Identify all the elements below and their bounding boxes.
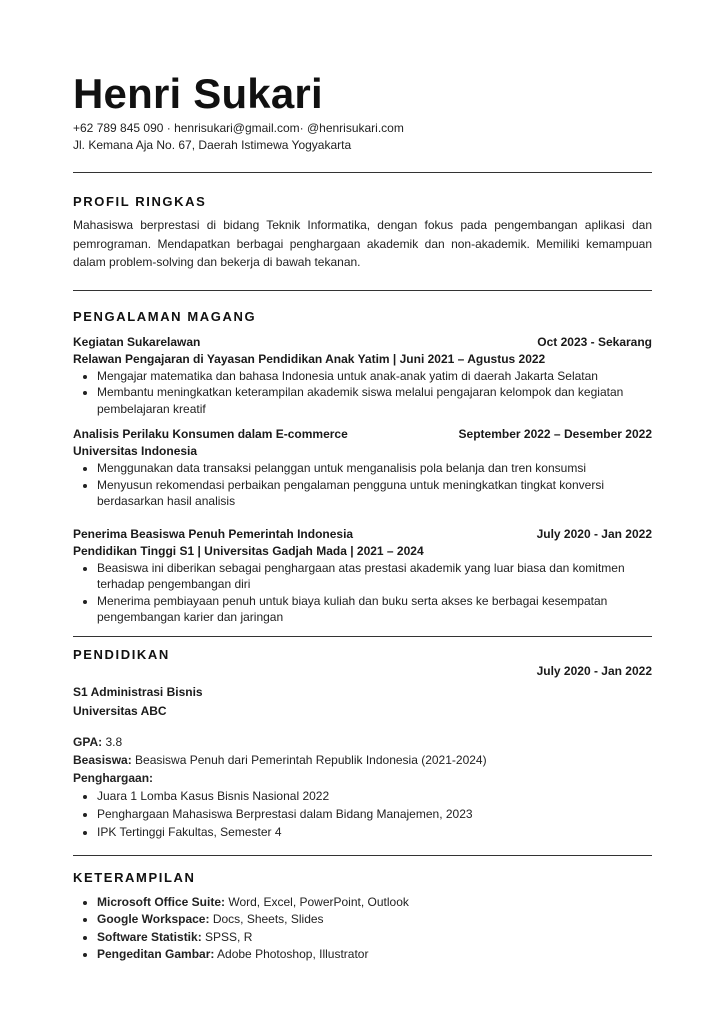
- list-item: • IPK Tertinggi Fakultas, Semester 4: [97, 823, 652, 841]
- entry-header: [73, 426, 652, 443]
- contact-line: +62 789 845 090 · henrisukari@gmail.com· @henrisukari.com: [73, 121, 404, 135]
- divider: [73, 290, 652, 291]
- skill-item: [97, 911, 652, 929]
- beasiswa-line: [73, 751, 652, 769]
- entry-bullets: [73, 560, 652, 626]
- address-line: Jl. Kemana Aja No. 67, Daerah Istimewa Yogyakarta: [73, 138, 352, 152]
- entry-role: Analisis Perilaku Konsumen dalam E-commerce: [73, 427, 348, 441]
- entry-date: Oct 2023 - Sekarang: [537, 334, 652, 349]
- section-title-pendidikan: PENDIDIKAN: [73, 646, 170, 662]
- list-item: • Menggunakan data transaksi pelanggan untuk menganalisis pola belanja dan tren konsumsi: [97, 460, 652, 477]
- gpa-line: [73, 733, 652, 751]
- penghargaan-label: Penghargaan:: [73, 770, 154, 785]
- skill-value: Docs, Sheets, Slides: [209, 912, 324, 926]
- divider: [73, 855, 652, 856]
- entry-bullets: [73, 368, 652, 418]
- entry-date: September 2022 – Desember 2022: [458, 427, 652, 441]
- experience-entry: [73, 426, 652, 510]
- gpa-value: 3.8: [102, 734, 123, 749]
- experience-entry: [73, 334, 652, 418]
- entry-org: Pendidikan Tinggi S1 | Universitas Gadjah Mada | 2021 – 2024: [73, 543, 424, 558]
- entry-bullets: [73, 460, 652, 510]
- skill-label: Software Statistik:: [97, 929, 202, 944]
- list-item: • Penghargaan Mahasiswa Berprestasi dalam Bidang Manajemen, 2023: [97, 805, 652, 823]
- entry-org: Universitas Indonesia: [73, 444, 198, 458]
- skill-item: [97, 894, 652, 912]
- magang-section: [73, 309, 652, 626]
- skills-list: [73, 894, 652, 964]
- entry-header: [73, 526, 652, 543]
- skill-label: Microsoft Office Suite:: [97, 894, 226, 909]
- section-title-profil: PROFIL RINGKAS: [73, 194, 207, 209]
- section-title-magang: PENGALAMAN MAGANG: [73, 308, 257, 324]
- entry-org: Relawan Pengajaran di Yayasan Pendidikan Anak Yatim | Juni 2021 – Agustus 2022: [73, 351, 546, 366]
- profil-section: [73, 194, 652, 272]
- skill-item: [97, 946, 652, 964]
- resume-name: Henri Sukari: [73, 70, 323, 117]
- divider: [73, 172, 652, 173]
- education-school: Universitas ABC: [73, 703, 167, 718]
- list-item: • Beasiswa ini diberikan sebagai penghargaan atas prestasi akademik yang luar biasa dan komitmen terhadap pengembangan diri: [97, 560, 652, 593]
- skill-item: [97, 929, 652, 947]
- beasiswa-label: Beasiswa:: [73, 752, 132, 767]
- section-title-keterampilan: KETERAMPILAN: [73, 869, 196, 885]
- entry-role: Kegiatan Sukarelawan: [73, 334, 201, 349]
- contact-block: [73, 120, 652, 154]
- education-degree: S1 Administrasi Bisnis: [73, 684, 203, 699]
- list-item: • Mengajar matematika dan bahasa Indonesia untuk anak-anak yatim di daerah Jakarta Selatan: [97, 368, 652, 385]
- education-date-row: [73, 663, 652, 680]
- experience-entry: [73, 526, 652, 626]
- divider: [73, 636, 652, 637]
- gpa-label: GPA:: [73, 734, 103, 749]
- list-item: • Menerima pembiayaan penuh untuk biaya kuliah dan buku serta akses ke berbagai kesempatan pengembangan karier dan jaringan: [97, 593, 652, 626]
- skill-label: Pengeditan Gambar:: [97, 947, 215, 961]
- pendidikan-section: [73, 647, 652, 841]
- entry-role: Penerima Beasiswa Penuh Pemerintah Indonesia: [73, 526, 354, 541]
- entry-header: [73, 334, 652, 351]
- skill-value: Word, Excel, PowerPoint, Outlook: [225, 894, 409, 909]
- beasiswa-value: Beasiswa Penuh dari Pemerintah Republik Indonesia (2021-2024): [131, 752, 487, 767]
- skill-value: Adobe Photoshop, Illustrator: [214, 947, 369, 961]
- profil-text: Mahasiswa berprestasi di bidang Teknik Informatika, dengan fokus pada pengembangan aplikasi dan pemrograman. Mendapatkan berbagai penghargaan akademik dan non-akademik. Memiliki kemampuan dalam problem-solving dan bekerja di bawah tekanan.: [73, 218, 652, 269]
- list-item: • Juara 1 Lomba Kasus Bisnis Nasional 2022: [97, 787, 652, 805]
- keterampilan-section: [73, 870, 652, 964]
- skill-value: SPSS, R: [201, 929, 253, 944]
- skill-label: Google Workspace:: [97, 912, 210, 926]
- list-item: • Membantu meningkatkan keterampilan akademik siswa melalui pengajaran kelompok dan kegiatan pembelajaran kreatif: [97, 384, 652, 417]
- entry-date: July 2020 - Jan 2022: [536, 526, 652, 541]
- list-item: • Menyusun rekomendasi perbaikan pengalaman pengguna untuk meningkatkan tingkat konversi berdasarkan hasil analisis: [97, 477, 652, 510]
- penghargaan-list: [73, 787, 652, 841]
- education-date: July 2020 - Jan 2022: [536, 663, 652, 678]
